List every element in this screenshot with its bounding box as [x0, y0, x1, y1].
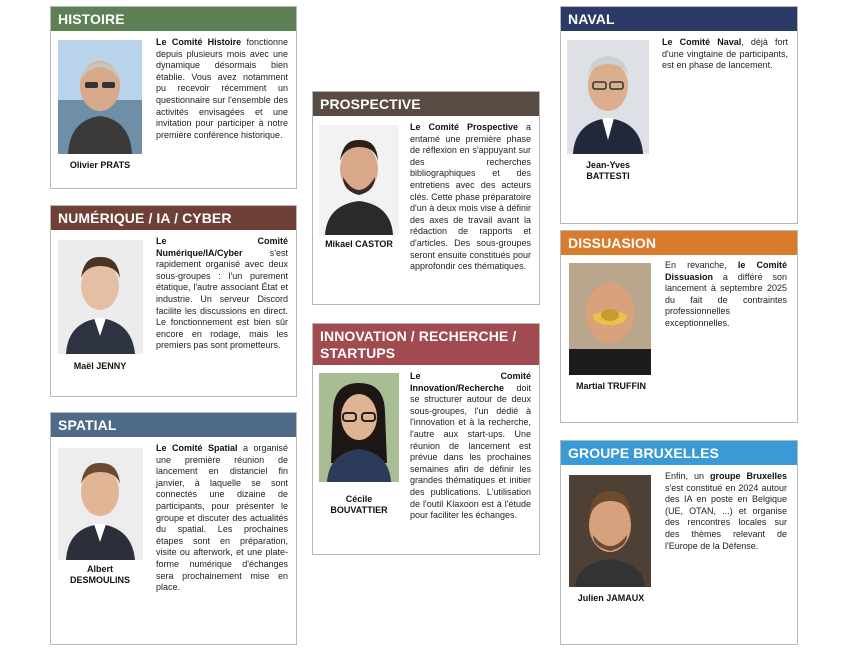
person-icon: [58, 40, 142, 154]
person-icon: [319, 125, 399, 235]
person-last-name: BOUVATTIER: [330, 505, 388, 515]
committee-lead: groupe Bruxelles: [709, 471, 787, 481]
card-title: GROUPE BRUXELLES: [561, 441, 797, 465]
card-innovation: [312, 323, 540, 555]
committee-intro: En revanche,: [665, 260, 738, 270]
committee-body: a différé son lancement à septembre 2025 du fait de contraintes professionnelles exceptionnelles.: [665, 271, 787, 328]
person-first-name: Cécile: [345, 494, 373, 504]
committee-text: [156, 236, 288, 352]
committee-body: s'est rapidement organisé avec deux sous-groupes : l'un purement étatique, l'autre associant État et industrie. Un serveur Discord facilite les discussions en direct. Le fonctionnement est bien sûr encore en rodage, mais les premiers pas sont prometteurs.: [156, 247, 288, 351]
committee-body: a organisé une première réunion de lancement en distanciel fin janvier, à laquelle se sont connectés une dizaine de participants, pour présenter le groupe et discuter des actualités du spatial. Les prochaines étapes sont en préparation, visite ou afterwork, et une plate-forme numérique d'échanges sera prochainement mise en place.: [156, 443, 289, 593]
committee-lead: Le Comité Prospective: [410, 122, 518, 132]
person-name: [55, 564, 145, 586]
person-icon: [569, 263, 651, 375]
committee-lead: Le Comité Numérique/IA/Cyber: [156, 236, 288, 258]
card-title: HISTOIRE: [51, 7, 296, 31]
card-spatial: [50, 412, 297, 645]
card-title: DISSUASION: [561, 231, 797, 255]
portrait-photo: [569, 263, 651, 375]
portrait-photo: [58, 240, 143, 354]
card-histoire: [50, 6, 297, 189]
committee-body: a entamé une première phase de réflexion en s'appuyant sur des recherches bibliographiques et des entretiens avec des acteurs clés. Cette phase préparatoire d'un à deux mois vise à définir des axes de travail avant la rédaction de rapports et d'articles. Des sous-groupes seront ensuite constitués pour approfondir ces thématiques.: [410, 122, 531, 272]
person-name: Julien JAMAUX: [577, 593, 645, 603]
card-title: NUMÉRIQUE / IA / CYBER: [51, 206, 296, 230]
committee-text: [665, 471, 787, 552]
committee-text: [665, 260, 787, 330]
portrait-photo: [58, 40, 142, 154]
committee-lead: Le Comité Innovation/Recherche: [410, 371, 531, 393]
person-first-name: Jean-Yves: [585, 160, 631, 170]
card-prospective: [312, 91, 540, 305]
portrait-photo: [319, 373, 399, 482]
person-name: [315, 494, 403, 516]
person-icon: [567, 40, 649, 154]
card-title: INNOVATION / RECHERCHE / STARTUPS: [313, 324, 539, 365]
committee-body: , déjà fort d'une vingtaine de participants, est en phase de lancement.: [662, 37, 788, 71]
person-name: [563, 160, 653, 182]
person-name: Maël JENNY: [73, 361, 127, 371]
person-icon: [569, 475, 651, 587]
committee-text: [156, 37, 288, 141]
committee-lead: le Comité Dissuasion: [665, 260, 787, 282]
committee-lead: Le Comité Histoire: [156, 37, 242, 47]
card-dissuasion: [560, 230, 798, 423]
person-name: Martial TRUFFIN: [575, 381, 646, 391]
committee-body: doit se structurer autour de deux sous-groupes, l'un dédié à l'innovation et à la recherche, l'autre aux start-ups. Une réunion de lancement est prévue dans les prochaines semaines afin de définir les grandes thématiques et initier des publications. L'utilisation de l'outil Klaxoon est à l'étude pour faciliter les échanges.: [410, 382, 531, 521]
committee-lead: Le Comité Spatial: [156, 443, 238, 453]
portrait-photo: [569, 475, 651, 587]
card-title: NAVAL: [561, 7, 797, 31]
committee-text: [156, 443, 288, 594]
person-name: Olivier PRATS: [69, 160, 131, 170]
card-bruxelles: [560, 440, 798, 645]
committee-text: [662, 37, 788, 72]
person-icon: [319, 373, 399, 482]
committee-body: s'est constitué en 2024 autour des IA en poste en Belgique (UE, OTAN, ...) et organise des rencontres locales sur des thèmes relevant de l'Europe de la Défense.: [665, 482, 787, 551]
committee-text: [410, 371, 531, 522]
committee-body: fonctionne depuis plusieurs mois avec une dynamique désormais bien établie. Vous avez notamment pu recevoir récemment un questionnaire sur l'ensemble des activités envisagées et une invitation pour participer à notre première conférence historique.: [156, 37, 288, 140]
person-name: Mikael CASTOR: [325, 239, 393, 249]
person-icon: [58, 448, 143, 560]
portrait-photo: [58, 448, 143, 560]
person-last-name: DESMOULINS: [69, 575, 130, 585]
person-first-name: Albert: [86, 564, 113, 574]
committee-intro: Enfin, un: [665, 471, 710, 481]
card-title: PROSPECTIVE: [313, 92, 539, 116]
person-icon: [58, 240, 143, 354]
portrait-photo: [567, 40, 649, 154]
person-last-name: BATTESTI: [586, 171, 630, 181]
card-numerique: [50, 205, 297, 397]
card-title: SPATIAL: [51, 413, 296, 437]
portrait-photo: [319, 125, 399, 235]
card-naval: [560, 6, 798, 224]
committee-lead: Le Comité Naval: [662, 37, 742, 47]
committee-text: [410, 122, 531, 273]
